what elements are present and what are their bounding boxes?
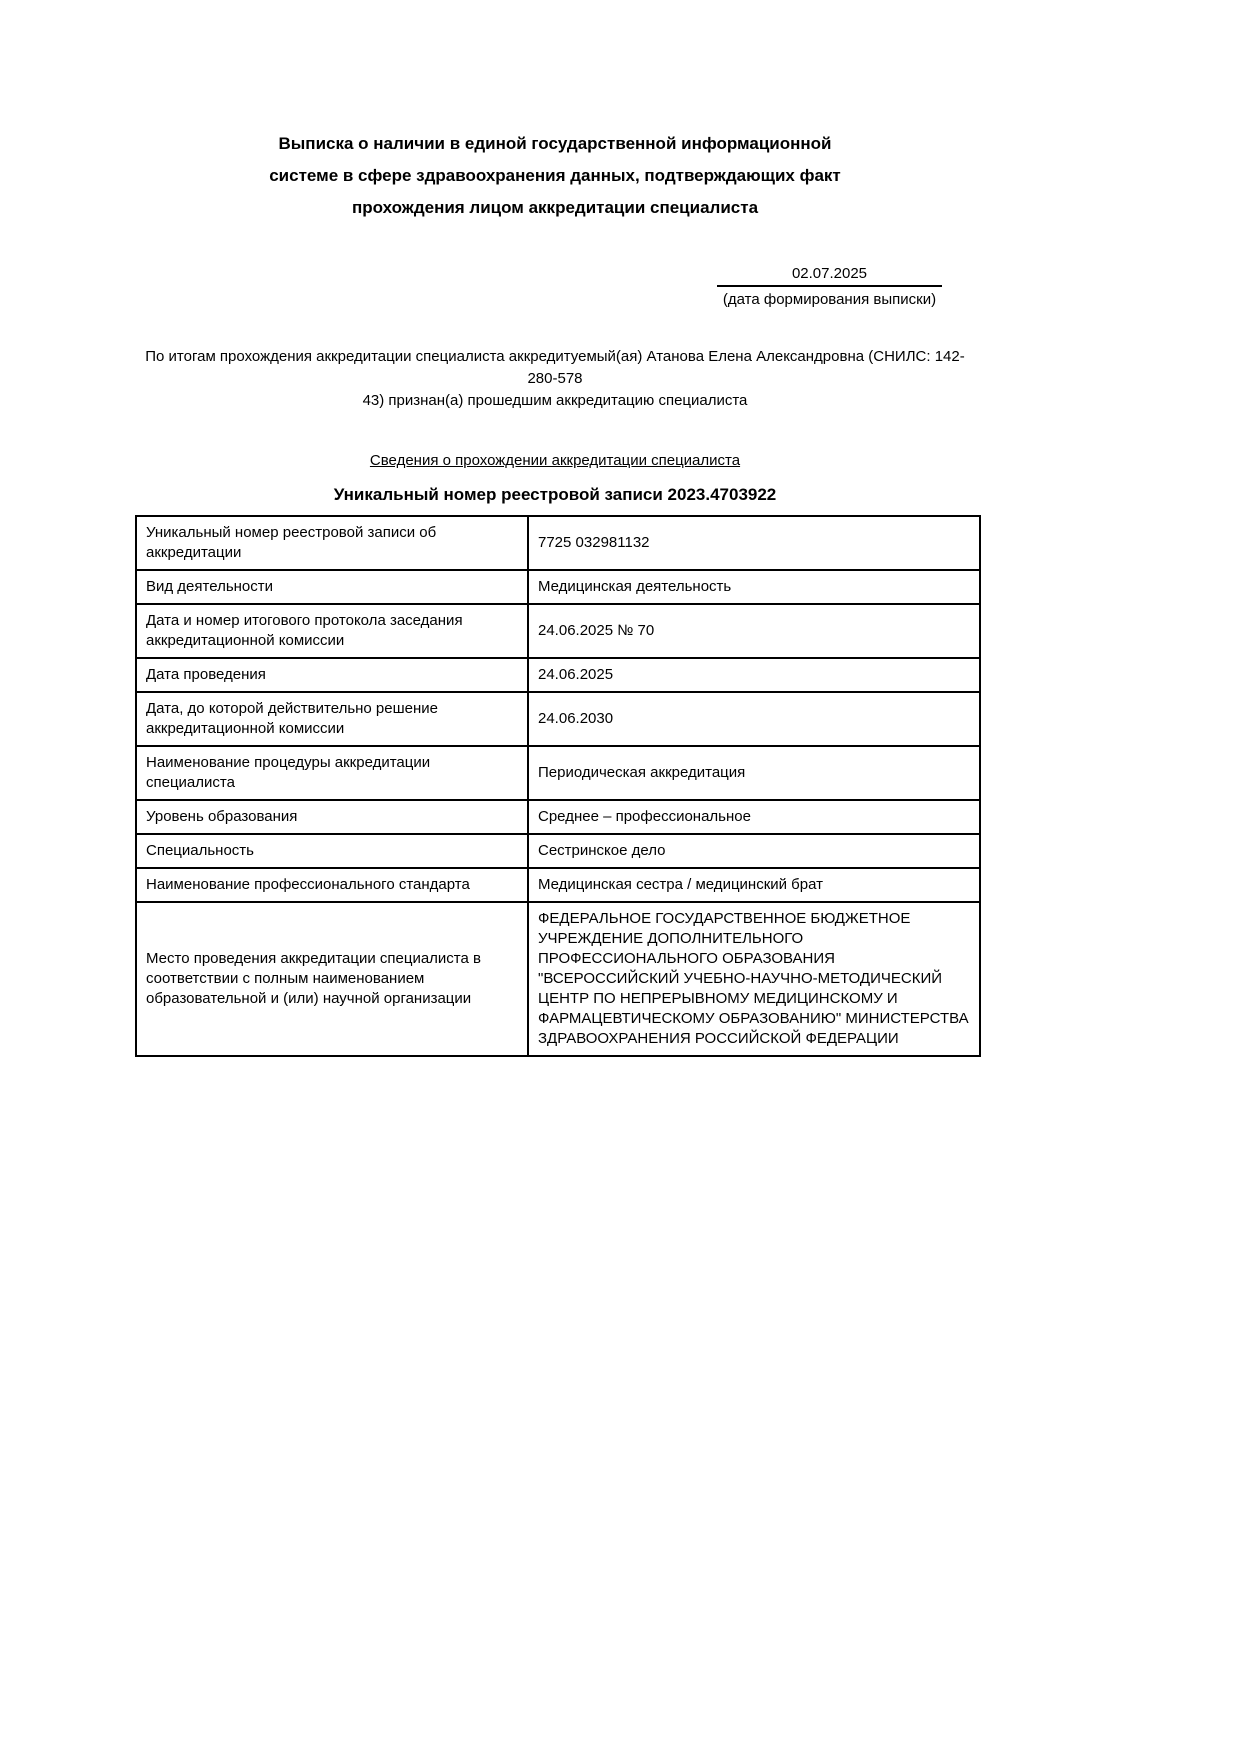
table-row	[136, 604, 980, 658]
row-label: Дата, до которой действительно решение аккредитационной комиссии	[136, 692, 528, 746]
title-line: Выписка о наличии в единой государственной информационной	[278, 134, 832, 153]
extract-date-caption: (дата формирования выписки)	[722, 291, 937, 308]
row-value: Медицинская сестра / медицинский брат	[528, 868, 980, 902]
row-label: Специальность	[136, 834, 528, 868]
table-row	[136, 800, 980, 834]
title-line: системе в сфере здравоохранения данных, подтверждающих факт	[269, 166, 841, 185]
table-row	[136, 658, 980, 692]
row-label: Наименование профессионального стандарта	[136, 868, 528, 902]
document-title	[135, 0, 975, 224]
row-value: ФЕДЕРАЛЬНОЕ ГОСУДАРСТВЕННОЕ БЮДЖЕТНОЕ УЧРЕЖДЕНИЕ ДОПОЛНИТЕЛЬНОГО ПРОФЕССИОНАЛЬНОГО ОБРАЗОВАНИЯ "ВСЕРОССИЙСКИЙ УЧЕБНО-НАУЧНО-МЕТОДИЧЕСКИЙ ЦЕНТР ПО НЕПРЕРЫВНОМУ МЕДИЦИНСКОМУ И ФАРМАЦЕВТИЧЕСКОМУ ОБРАЗОВАНИЮ" МИНИСТЕРСТВА ЗДРАВООХРАНЕНИЯ РОССИЙСКОЙ ФЕДЕРАЦИИ	[528, 902, 980, 1056]
table-row	[136, 834, 980, 868]
table-row	[136, 868, 980, 902]
extract-date: 02.07.2025	[717, 264, 942, 287]
table-row	[136, 570, 980, 604]
table-row	[136, 516, 980, 570]
row-value: 24.06.2025 № 70	[528, 604, 980, 658]
row-value: Сестринское дело	[528, 834, 980, 868]
intro-line: 43) признан(а) прошедшим аккредитацию специалиста	[362, 392, 748, 409]
row-label: Дата и номер итогового протокола заседания аккредитационной комиссии	[136, 604, 528, 658]
row-label: Уровень образования	[136, 800, 528, 834]
intro-paragraph	[135, 346, 975, 412]
row-label: Вид деятельности	[136, 570, 528, 604]
registry-number-heading: Уникальный номер реестровой записи 2023.4703922	[333, 485, 777, 504]
document-content	[135, 0, 975, 1057]
row-value: Медицинская деятельность	[528, 570, 980, 604]
row-value: 24.06.2030	[528, 692, 980, 746]
table-row	[136, 692, 980, 746]
row-label: Дата проведения	[136, 658, 528, 692]
section-heading: Сведения о прохождении аккредитации специалиста	[369, 452, 741, 469]
row-value: 7725 032981132	[528, 516, 980, 570]
extract-date-block	[717, 264, 942, 309]
row-value: Среднее – профессиональное	[528, 800, 980, 834]
row-value: 24.06.2025	[528, 658, 980, 692]
accreditation-table	[135, 515, 981, 1057]
table-row	[136, 902, 980, 1056]
title-line: прохождения лицом аккредитации специалиста	[351, 198, 759, 217]
row-value: Периодическая аккредитация	[528, 746, 980, 800]
row-label: Место проведения аккредитации специалиста в соответствии с полным наименованием образовательной и (или) научной организации	[136, 902, 528, 1056]
row-label: Уникальный номер реестровой записи об аккредитации	[136, 516, 528, 570]
row-label: Наименование процедуры аккредитации специалиста	[136, 746, 528, 800]
intro-line: По итогам прохождения аккредитации специалиста аккредитуемый(ая) Атанова Елена Александровна (СНИЛС: 142-280-578	[145, 348, 965, 387]
table-row	[136, 746, 980, 800]
